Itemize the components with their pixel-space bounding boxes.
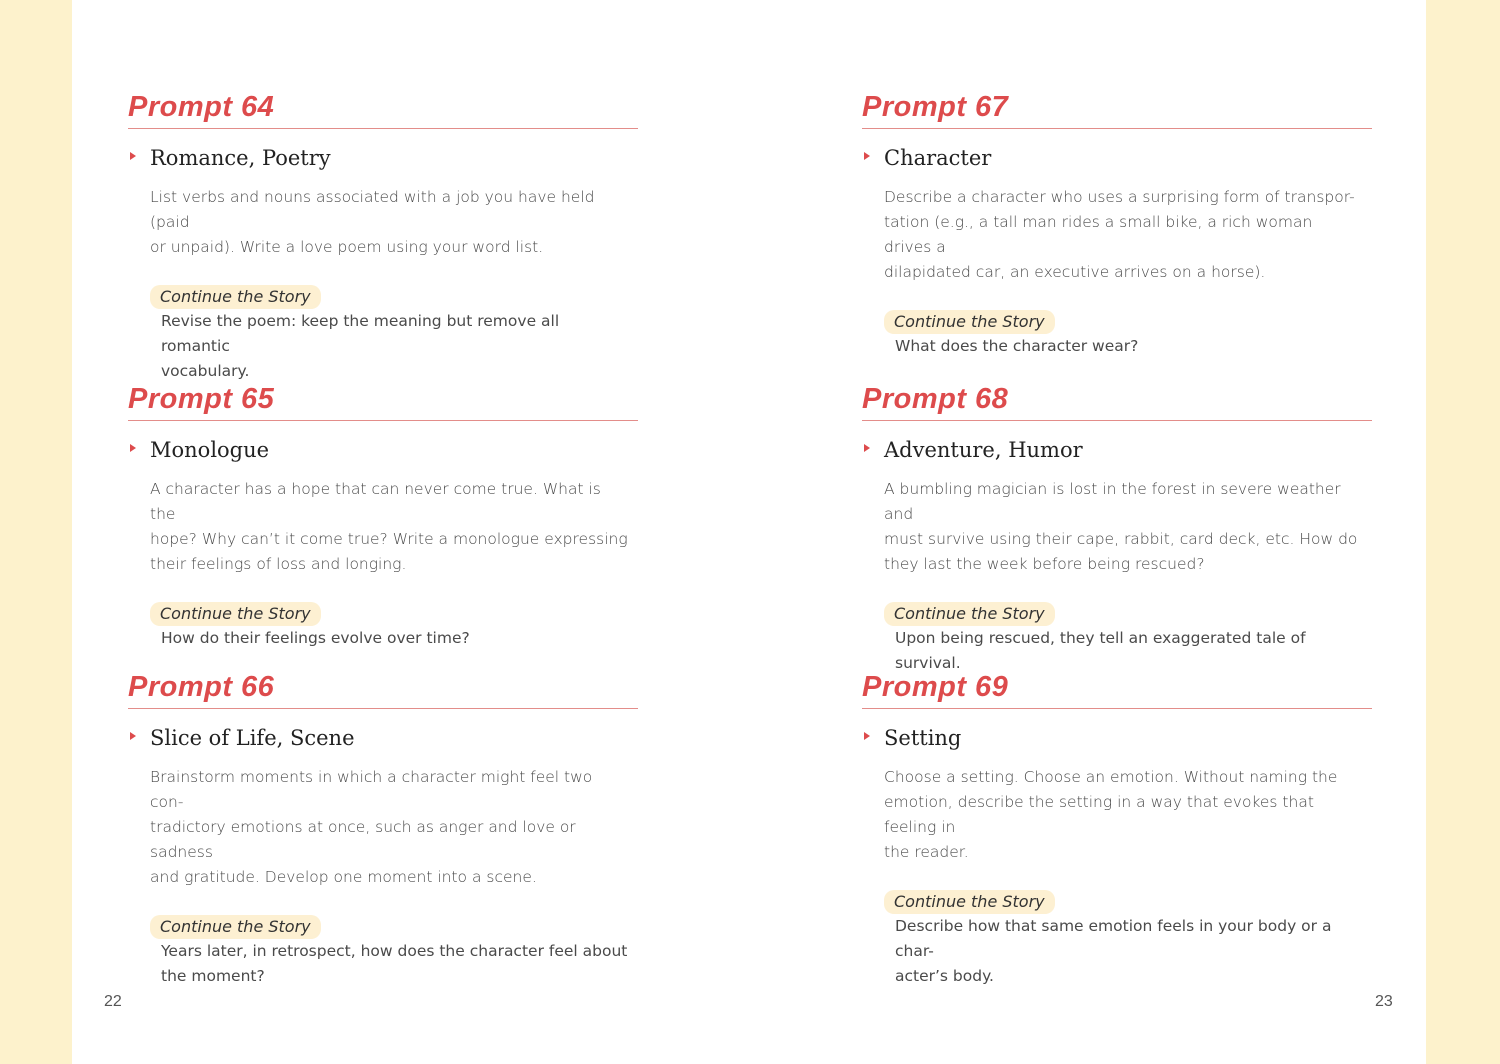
continue-label-row	[884, 890, 1372, 914]
continue-label-row	[150, 285, 638, 309]
continue-story-text	[161, 939, 631, 989]
genre-row	[128, 725, 638, 753]
prompt-card	[862, 90, 1372, 359]
body-line: List verbs and nouns associated with a job you have held (paid	[150, 188, 595, 231]
continue-story-label: Continue the Story	[150, 602, 321, 626]
prompt-card	[128, 382, 638, 651]
continue-story-text	[895, 334, 1365, 359]
genre-row	[128, 145, 638, 173]
body-line: Brainstorm moments in which a character might feel two con-	[150, 768, 593, 811]
continue-line: Revise the poem: keep the meaning but remove all romantic	[161, 312, 560, 355]
continue-line: the moment?	[161, 967, 265, 985]
continue-label-row	[884, 602, 1372, 626]
left-page-edge	[0, 0, 72, 1064]
continue-story-text	[895, 626, 1365, 676]
prompt-genre: Romance, Poetry	[150, 146, 331, 170]
heading-divider	[862, 420, 1372, 421]
continue-story-label: Continue the Story	[150, 915, 321, 939]
genre-row	[128, 437, 638, 465]
triangle-bullet-icon	[864, 444, 870, 452]
continue-line: How do their feelings evolve over time?	[161, 629, 470, 647]
page-number-left: 22	[104, 993, 122, 1010]
body-line: and gratitude. Develop one moment into a scene.	[150, 868, 537, 886]
triangle-bullet-icon	[130, 152, 136, 160]
right-page-edge	[1426, 0, 1500, 1064]
continue-story-label: Continue the Story	[150, 285, 321, 309]
body-line: or unpaid). Write a love poem using your word list.	[150, 238, 544, 256]
prompt-genre: Character	[884, 146, 992, 170]
genre-row	[862, 145, 1372, 173]
triangle-bullet-icon	[864, 732, 870, 740]
prompt-card	[128, 90, 638, 384]
prompt-body	[884, 765, 1362, 865]
triangle-bullet-icon	[864, 152, 870, 160]
continue-story-text	[161, 309, 631, 384]
body-line: the reader.	[884, 843, 969, 861]
body-line: tradictory emotions at once, such as anger and love or sadness	[150, 818, 576, 861]
body-line: A bumbling magician is lost in the forest in severe weather and	[884, 480, 1341, 523]
body-line: their feelings of loss and longing.	[150, 555, 407, 573]
continue-story-text	[895, 914, 1365, 989]
body-line: hope? Why can’t it come true? Write a monologue expressing	[150, 530, 628, 548]
heading-divider	[128, 420, 638, 421]
prompt-title: Prompt 68	[862, 383, 1009, 415]
continue-line: vocabulary.	[161, 362, 250, 380]
continue-line: Upon being rescued, they tell an exaggerated tale of survival.	[895, 629, 1306, 672]
body-line: emotion, describe the setting in a way that evokes that feeling in	[884, 793, 1314, 836]
prompt-title: Prompt 65	[128, 383, 275, 415]
continue-line: What does the character wear?	[895, 337, 1139, 355]
body-line: Describe a character who uses a surprising form of transpor-	[884, 188, 1355, 206]
continue-label-row	[150, 915, 638, 939]
prompt-body	[150, 765, 628, 890]
continue-label-row	[884, 310, 1372, 334]
genre-row	[862, 725, 1372, 753]
heading-divider	[862, 128, 1372, 129]
prompt-title: Prompt 67	[862, 91, 1009, 123]
body-line: A character has a hope that can never come true. What is the	[150, 480, 601, 523]
continue-line: acter’s body.	[895, 967, 994, 985]
body-line: tation (e.g., a tall man rides a small bike, a rich woman drives a	[884, 213, 1313, 256]
prompt-genre: Setting	[884, 726, 962, 750]
page-number-right: 23	[1375, 993, 1393, 1010]
prompt-card	[862, 670, 1372, 989]
prompt-genre: Monologue	[150, 438, 270, 462]
heading-divider	[862, 708, 1372, 709]
prompt-body	[150, 185, 628, 260]
body-line: Choose a setting. Choose an emotion. Without naming the	[884, 768, 1338, 786]
triangle-bullet-icon	[130, 732, 136, 740]
triangle-bullet-icon	[130, 444, 136, 452]
body-line: must survive using their cape, rabbit, card deck, etc. How do	[884, 530, 1358, 548]
prompt-body	[884, 185, 1362, 285]
continue-story-label: Continue the Story	[884, 890, 1055, 914]
continue-line: Years later, in retrospect, how does the character feel about	[161, 942, 628, 960]
prompt-genre: Adventure, Humor	[884, 438, 1083, 462]
prompt-title: Prompt 66	[128, 671, 275, 703]
heading-divider	[128, 708, 638, 709]
prompt-genre: Slice of Life, Scene	[150, 726, 355, 750]
continue-story-label: Continue the Story	[884, 310, 1055, 334]
continue-story-text	[161, 626, 631, 651]
continue-label-row	[150, 602, 638, 626]
body-line: dilapidated car, an executive arrives on a horse).	[884, 263, 1266, 281]
prompt-card	[862, 382, 1372, 676]
prompt-title: Prompt 69	[862, 671, 1009, 703]
prompt-title: Prompt 64	[128, 91, 275, 123]
body-line: they last the week before being rescued?	[884, 555, 1205, 573]
genre-row	[862, 437, 1372, 465]
prompt-body	[150, 477, 628, 577]
prompt-body	[884, 477, 1362, 577]
heading-divider	[128, 128, 638, 129]
continue-story-label: Continue the Story	[884, 602, 1055, 626]
continue-line: Describe how that same emotion feels in your body or a char-	[895, 917, 1332, 960]
prompt-card	[128, 670, 638, 989]
